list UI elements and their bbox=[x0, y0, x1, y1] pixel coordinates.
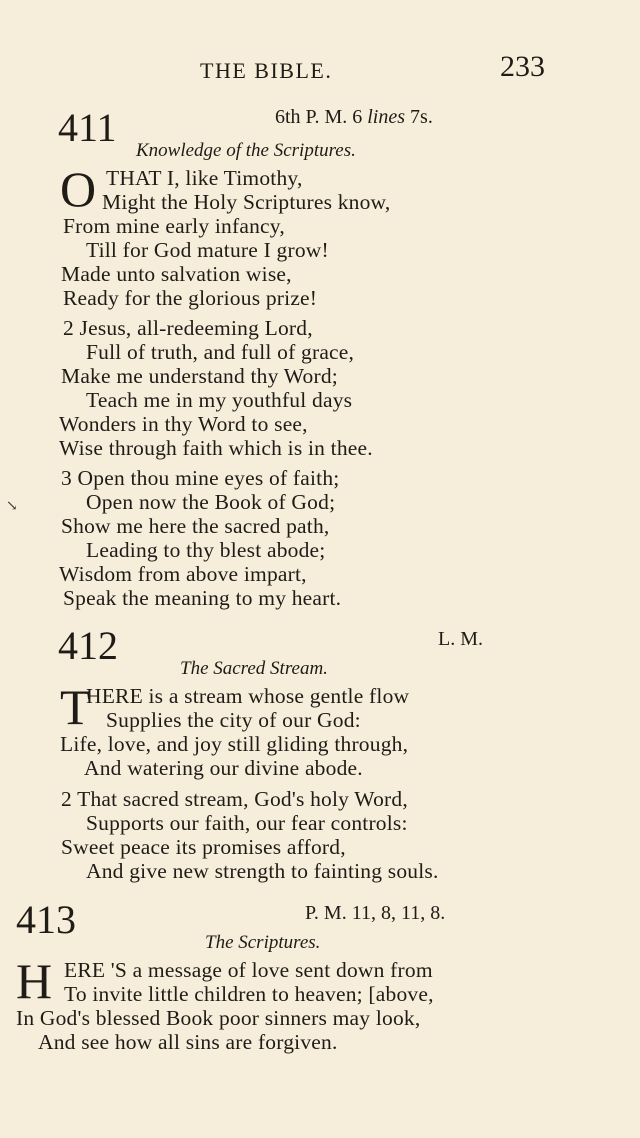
verse-line: Make me understand thy Word; bbox=[61, 364, 338, 388]
verse-line: 3 Open thou mine eyes of faith; bbox=[61, 466, 340, 490]
verse-line: Wise through faith which is in thee. bbox=[59, 436, 373, 460]
meter-end-text: 7s. bbox=[410, 106, 433, 128]
verse-line: Till for God mature I grow! bbox=[86, 238, 329, 262]
verse-line: Supplies the city of our God: bbox=[106, 708, 361, 732]
verse-line: And watering our divine abode. bbox=[84, 756, 363, 780]
drop-cap: H bbox=[16, 953, 53, 1009]
verse-line: Teach me in my youthful days bbox=[86, 388, 353, 412]
verse-line: Open now the Book of God; bbox=[86, 490, 336, 514]
verse-line: 2 Jesus, all-redeeming Lord, bbox=[63, 316, 313, 340]
verse-line: Might the Holy Scriptures know, bbox=[102, 190, 391, 214]
verse-line: From mine early infancy, bbox=[63, 214, 285, 238]
verse-line: And give new strength to fainting souls. bbox=[86, 859, 439, 883]
hymn-number: 412 bbox=[58, 623, 118, 668]
verse-line: Life, love, and joy still gliding through, bbox=[60, 732, 409, 756]
verse-line: Wonders in thy Word to see, bbox=[59, 412, 308, 436]
drop-cap: T bbox=[60, 679, 91, 735]
verse-line: In God's blessed Book poor sinners may look, bbox=[16, 1006, 421, 1030]
running-head: THE BIBLE. bbox=[200, 58, 333, 83]
verse-line: Made unto salvation wise, bbox=[61, 262, 292, 286]
ink-mark: ↘ bbox=[6, 499, 18, 514]
verse-line: Supports our faith, our fear controls: bbox=[86, 811, 408, 835]
verse-line: Ready for the glorious prize! bbox=[63, 286, 318, 310]
hymn-number: 411 bbox=[58, 105, 117, 150]
hymn-meter bbox=[275, 106, 433, 129]
verse-line: THAT I, like Timothy, bbox=[106, 166, 303, 190]
verse-line: ERE 'S a message of love sent down from bbox=[64, 958, 433, 982]
verse-line: Speak the meaning to my heart. bbox=[63, 586, 342, 610]
meter-text: 6th P. M. 6 bbox=[275, 106, 363, 128]
verse-line: To invite little children to heaven; [above, bbox=[64, 982, 434, 1006]
hymn-title: The Sacred Stream. bbox=[180, 658, 328, 679]
verse-line: Show me here the sacred path, bbox=[61, 514, 330, 538]
hymn-title: Knowledge of the Scriptures. bbox=[136, 140, 356, 161]
hymn-title: The Scriptures. bbox=[205, 932, 321, 953]
drop-cap: O bbox=[60, 161, 97, 217]
verse-line: Leading to thy blest abode; bbox=[86, 538, 326, 562]
hymn-meter: P. M. 11, 8, 11, 8. bbox=[305, 902, 446, 924]
verse-line: Wisdom from above impart, bbox=[59, 562, 307, 586]
verse-line: HERE is a stream whose gentle flow bbox=[86, 684, 410, 708]
meter-italic-text: lines bbox=[367, 106, 406, 128]
page-number: 233 bbox=[500, 50, 545, 83]
verse-line: Full of truth, and full of grace, bbox=[86, 340, 355, 364]
verse-line: 2 That sacred stream, God's holy Word, bbox=[61, 787, 408, 811]
verse-line: Sweet peace its promises afford, bbox=[61, 835, 346, 859]
hymn-meter: L. M. bbox=[438, 628, 483, 650]
verse-line: And see how all sins are forgiven. bbox=[38, 1030, 338, 1054]
hymn-number: 413 bbox=[16, 897, 76, 942]
